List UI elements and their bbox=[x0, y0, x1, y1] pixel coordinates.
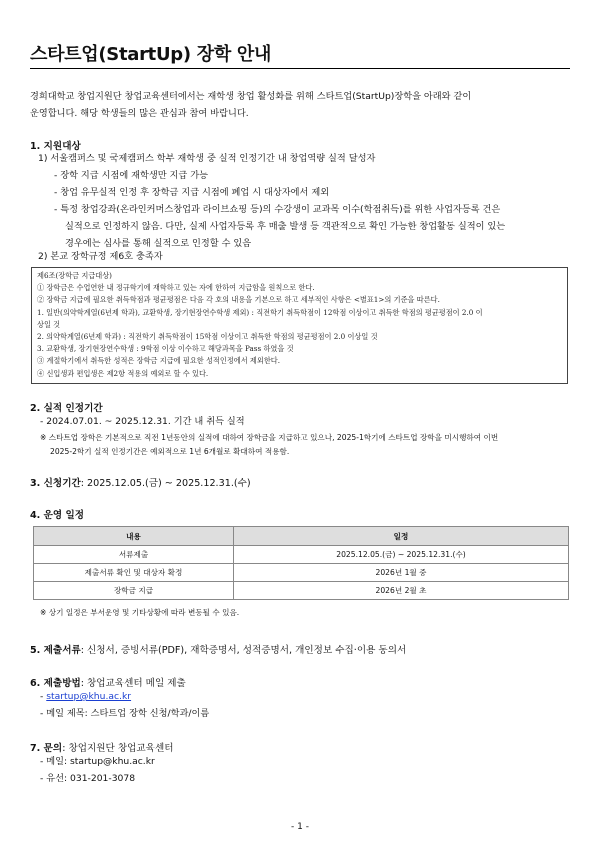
application-period: : 2025.12.05.(금) ~ 2025.12.31.(수) bbox=[80, 478, 251, 489]
mail-subject: - 메일 제목: 스타트업 장학 신청/학과/이름 bbox=[40, 708, 210, 719]
section-6-label: 6. 제출방법 bbox=[30, 678, 81, 689]
section-7-label: 7. 문의 bbox=[30, 743, 63, 754]
section-3-label: 3. 신청기간 bbox=[30, 478, 81, 489]
s1-bullet-3-line-3: 경우에는 심사를 통해 실적으로 인정할 수 있음 bbox=[65, 238, 252, 249]
table-row bbox=[34, 582, 569, 600]
regulation-line: ④ 신입생과 편입생은 제2항 적용의 예외로 할 수 있다. bbox=[37, 368, 209, 378]
submission-method: : 창업교육센터 메일 제출 bbox=[80, 678, 186, 689]
table-header-row bbox=[34, 527, 569, 546]
section-5-label: 5. 제출서류 bbox=[30, 645, 81, 656]
regulation-line: 1. 일반(의약학계열(6년제 학과), 교환학생, 장기현장연수학생 제외) : 직전학기 취득학점이 12학점 이상이고 취득한 학점의 평균평점이 2.0 이 bbox=[37, 307, 483, 317]
intro-line-1: 경희대학교 창업지원단 창업교육센터에서는 재학생 창업 활성화를 위해 스타트업(StartUp)장학을 아래와 같이 bbox=[30, 91, 472, 102]
schedule-table bbox=[33, 526, 569, 600]
table-cell: 2026년 2월 초 bbox=[234, 582, 569, 600]
s2-period: - 2024.07.01. ~ 2025.12.31. 기간 내 취득 실적 bbox=[40, 416, 245, 427]
table-cell: 2025.12.05.(금) ~ 2025.12.31.(수) bbox=[234, 546, 569, 564]
regulation-line: ③ 계절학기에서 취득한 성적은 장학금 지급에 필요한 성적인정에서 제외한다. bbox=[37, 356, 280, 366]
s1-bullet-3-line-2: 실적으로 인정하지 않음. 다만, 실제 사업자등록 후 매출 발생 등 객관적으로 확인 가능한 창업활동 실적이 있는 bbox=[65, 221, 506, 232]
contact-mail: - 메일: startup@khu.ac.kr bbox=[40, 756, 155, 767]
section-5-heading bbox=[30, 642, 406, 656]
table-row bbox=[34, 546, 569, 564]
s1-item-1: 1) 서울캠퍼스 및 국제캠퍼스 학부 재학생 중 실적 인정기간 내 창업역량 실적 달성자 bbox=[38, 153, 376, 164]
regulation-line: 3. 교환학생, 장기현장연수학생 : 9학점 이상 이수하고 해당과목을 Pass 하였을 것 bbox=[37, 344, 294, 354]
regulation-line: 2. 의약학계열(6년제 학과) : 직전학기 취득학점이 15학점 이상이고 취득한 학점의 평균평점이 2.0 이상일 것 bbox=[37, 332, 378, 342]
regulation-title: 제6조(장학금 지급대상) bbox=[37, 271, 112, 280]
s1-bullet-3-line-1: - 특정 창업강좌(온라인커머스창업과 라이브쇼핑 등)의 수강생이 교과목 이수(학점취득)를 위한 사업자등록 건은 bbox=[54, 204, 501, 215]
table-cell: 장학금 지급 bbox=[34, 582, 234, 600]
s1-item-2: 2) 본교 장학규정 제6호 충족자 bbox=[38, 251, 163, 262]
regulation-box bbox=[31, 267, 568, 384]
regulation-line: ① 장학금은 수업연한 내 정규학기에 재학하고 있는 자에 한하여 지급함을 원칙으로 한다. bbox=[37, 283, 315, 293]
table-cell: 제출서류 확인 및 대상자 확정 bbox=[34, 564, 234, 582]
section-7-heading bbox=[30, 740, 173, 754]
section-4-heading: 4. 운영 일정 bbox=[30, 510, 85, 521]
page-number: - 1 - bbox=[291, 822, 309, 832]
section-6-heading bbox=[30, 675, 186, 689]
intro-line-2: 운영합니다. 해당 학생들의 많은 관심과 참여 바랍니다. bbox=[30, 108, 249, 119]
table-row bbox=[34, 564, 569, 582]
documents-list: : 신청서, 증빙서류(PDF), 재학증명서, 성적증명서, 개인정보 수집·이용 동의서 bbox=[80, 645, 407, 656]
s1-bullet-1: - 장학 지급 시점에 재학생만 지급 가능 bbox=[54, 170, 208, 181]
page-title: 스타트업(StartUp) 장학 안내 bbox=[30, 44, 272, 65]
section-1-heading: 1. 지원대상 bbox=[30, 141, 81, 152]
section-3-heading bbox=[30, 475, 251, 489]
email-link[interactable]: startup@khu.ac.kr bbox=[46, 691, 132, 702]
title-underline bbox=[30, 68, 570, 69]
table-cell: 서류제출 bbox=[34, 546, 234, 564]
table-header-content: 내용 bbox=[34, 527, 234, 546]
s2-note-line-2: 2025-2학기 실적 인정기간은 예외적으로 1년 6개월로 확대하여 적용함. bbox=[50, 447, 290, 456]
submission-email-row bbox=[40, 688, 131, 705]
section-2-heading: 2. 실적 인정기간 bbox=[30, 403, 103, 414]
regulation-line: ② 장학금 지급에 필요한 취득학점과 평균평점은 다음 각 호의 내용을 기본으로 하고 세부적인 사항은 <별표1>의 기준을 따른다. bbox=[37, 295, 440, 305]
table-header-schedule: 일정 bbox=[234, 527, 569, 546]
regulation-line: 상일 것 bbox=[37, 319, 61, 329]
schedule-note: ※ 상기 일정은 부서운영 및 기타상황에 따라 변동될 수 있음. bbox=[40, 608, 240, 617]
dash: - bbox=[40, 691, 47, 702]
s2-note-line-1: ※ 스타트업 장학은 기본적으로 직전 1년동안의 실적에 대하여 장학금을 지급하고 있으나, 2025-1학기에 스타트업 장학을 미시행하여 이번 bbox=[40, 433, 499, 442]
contact-tel: - 유선: 031-201-3078 bbox=[40, 773, 136, 784]
table-cell: 2026년 1월 중 bbox=[234, 564, 569, 582]
s1-bullet-2: - 창업 유무실적 인정 후 장학금 지급 시점에 폐업 시 대상자에서 제외 bbox=[54, 187, 330, 198]
contact-org: : 창업지원단 창업교육센터 bbox=[62, 743, 174, 754]
